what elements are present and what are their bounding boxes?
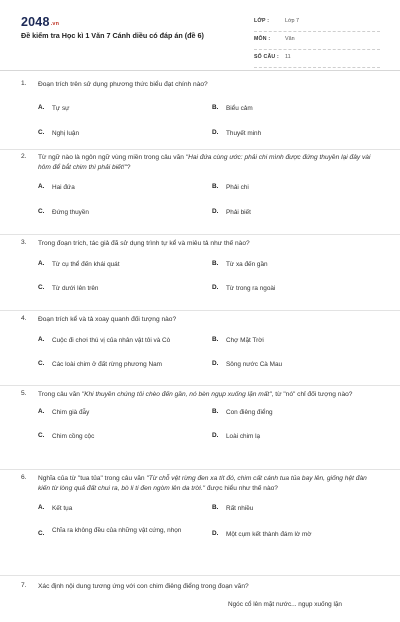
page-title: Đề kiểm tra Học kì 1 Văn 7 Cánh diều có đáp án (đề 6) bbox=[21, 31, 204, 40]
option-text: Các loài chim ở đất rừng phương Nam bbox=[52, 361, 163, 369]
option-text: Tự sự bbox=[52, 105, 70, 113]
option-letter: D. bbox=[212, 284, 219, 292]
option-text: Chợ Mặt Trời bbox=[226, 337, 264, 345]
option-text: Từ cụ thể đến khái quát bbox=[52, 261, 120, 269]
option-letter: A. bbox=[38, 104, 45, 112]
option-text: Rất nhiều bbox=[226, 505, 254, 513]
option-text: Phải chi bbox=[226, 184, 249, 192]
question-text: Từ ngữ nào là ngôn ngữ vùng miền trong câu văn "Hai đứa cùng ước: phải chi mình được đứng thuyền lại đây vài hôm để bắt chim thì phải biết!"? bbox=[38, 154, 371, 172]
logo-suffix: .vn bbox=[50, 21, 60, 27]
page-header bbox=[0, 0, 400, 72]
header-divider bbox=[0, 70, 400, 71]
question-text: Đoạn trích trên sử dụng phương thức biểu đạt chính nào? bbox=[38, 81, 208, 88]
question-1 bbox=[0, 78, 400, 150]
document-meta bbox=[254, 14, 380, 68]
option-letter: C. bbox=[38, 360, 45, 368]
option-text: Sông nước Cà Mau bbox=[226, 361, 283, 369]
question-2 bbox=[0, 153, 400, 235]
logo-text: 2048 bbox=[21, 15, 50, 29]
option-text: Chĩa ra không đều của những vật cứng, nhọn bbox=[52, 527, 182, 535]
option-letter: A. bbox=[38, 260, 45, 268]
option-letter: A. bbox=[38, 408, 45, 416]
option-letter: C. bbox=[38, 432, 45, 440]
meta-value: 11 bbox=[285, 54, 291, 60]
question-7 bbox=[0, 582, 400, 622]
meta-row-question-count bbox=[254, 50, 380, 68]
option-letter: D. bbox=[212, 530, 219, 538]
option-letter: D. bbox=[212, 360, 219, 368]
meta-label: SỐ CÂU : bbox=[254, 54, 279, 60]
option-letter: A. bbox=[38, 336, 45, 344]
meta-row-subject bbox=[254, 32, 380, 50]
meta-value: Văn bbox=[285, 36, 295, 42]
question-6 bbox=[0, 474, 400, 576]
option-text: Ngóc cổ lên mặt nước... ngụp xuống lặn bbox=[228, 601, 342, 609]
question-quote: "Hai đứa cùng ước: phải chi mình được đứng thuyền lại đây vài hôm để bắt chim thì phải biết!" bbox=[38, 154, 371, 172]
option-text: Từ trong ra ngoài bbox=[226, 285, 276, 293]
question-quote: "Từ chỗ vệt rừng đen xa tít đó, chim cất cánh tua tủa bay lên, giống hệt đàn kiến từ lòng quả đất chui ra, bò li ti đen ngòm lên da trời." bbox=[38, 475, 367, 493]
option-text: Loài chim lạ bbox=[226, 433, 261, 441]
option-text: Thuyết minh bbox=[226, 130, 262, 138]
option-text: Một cụm kết thành đám lờ mờ bbox=[226, 531, 312, 539]
question-number: 6. bbox=[21, 474, 27, 481]
option-letter: A. bbox=[38, 183, 45, 191]
option-letter: B. bbox=[212, 336, 219, 344]
question-number: 3. bbox=[21, 239, 27, 246]
question-4 bbox=[0, 315, 400, 386]
question-number: 4. bbox=[21, 315, 27, 322]
option-text: Nghị luận bbox=[52, 130, 80, 138]
question-quote: "Khi thuyền chúng tôi chèo đến gần, nó bèn ngụp xuống lặn mất" bbox=[81, 391, 272, 398]
question-number: 7. bbox=[21, 582, 27, 589]
question-text: Trong câu văn "Khi thuyền chúng tôi chèo đến gần, nó bèn ngụp xuống lặn mất", từ "nó" chỉ đối tượng nào? bbox=[38, 391, 353, 398]
meta-label: LỚP : bbox=[254, 18, 270, 24]
option-letter: B. bbox=[212, 183, 219, 191]
option-text: Đứng thuyền bbox=[52, 209, 89, 217]
option-letter: C. bbox=[38, 208, 45, 216]
question-number: 5. bbox=[21, 390, 27, 397]
question-number: 1. bbox=[21, 80, 27, 87]
question-text: Nghĩa của từ "tua tủa" trong câu văn "Từ chỗ vệt rừng đen xa tít đó, chim cất cánh tua tủa bay lên, giống hệt đàn kiến từ lòng quả đất chui ra, bò li ti đen ngòm lên da trời." được hiểu như thế nào? bbox=[38, 475, 367, 493]
site-logo[interactable] bbox=[21, 15, 59, 29]
option-text: Từ dưới lên trên bbox=[52, 285, 99, 293]
option-letter: D. bbox=[212, 208, 219, 216]
option-text: Phải biết bbox=[226, 209, 251, 217]
option-letter: B. bbox=[212, 104, 219, 112]
option-text: Cuộc đi chơi thú vị của nhân vật tôi và Cò bbox=[52, 337, 171, 345]
option-letter: B. bbox=[212, 408, 219, 416]
question-list bbox=[0, 78, 400, 622]
option-text: Hai đứa bbox=[52, 184, 75, 192]
option-text: Chim cồng cộc bbox=[52, 433, 95, 441]
option-text: Kết tụa bbox=[52, 505, 73, 513]
option-letter: C. bbox=[38, 129, 45, 137]
option-letter: D. bbox=[212, 432, 219, 440]
option-text: Chim già đẫy bbox=[52, 409, 90, 417]
question-text: Trong đoạn trích, tác giả đã sử dụng trình tự kể và miêu tả như thế nào? bbox=[38, 240, 250, 247]
meta-row-class bbox=[254, 14, 380, 32]
question-text: Xác định nội dung tương ứng với con chim điêng điểng trong đoạn văn? bbox=[38, 583, 249, 590]
option-letter: D. bbox=[212, 129, 219, 137]
question-5 bbox=[0, 390, 400, 470]
option-text: Biểu cảm bbox=[226, 105, 253, 113]
option-letter: C. bbox=[38, 530, 45, 538]
option-letter: B. bbox=[212, 504, 219, 512]
option-text: Từ xa đến gần bbox=[226, 261, 268, 269]
question-number: 2. bbox=[21, 153, 27, 160]
meta-label: MÔN : bbox=[254, 36, 271, 42]
option-text: Con điêng điểng bbox=[226, 409, 273, 417]
question-text: Đoạn trích kể và tả xoay quanh đối tượng nào? bbox=[38, 316, 177, 323]
option-letter: C. bbox=[38, 284, 45, 292]
meta-value: Lớp 7 bbox=[285, 18, 300, 24]
question-3 bbox=[0, 239, 400, 311]
option-letter: A. bbox=[38, 504, 45, 512]
option-letter: B. bbox=[212, 260, 219, 268]
